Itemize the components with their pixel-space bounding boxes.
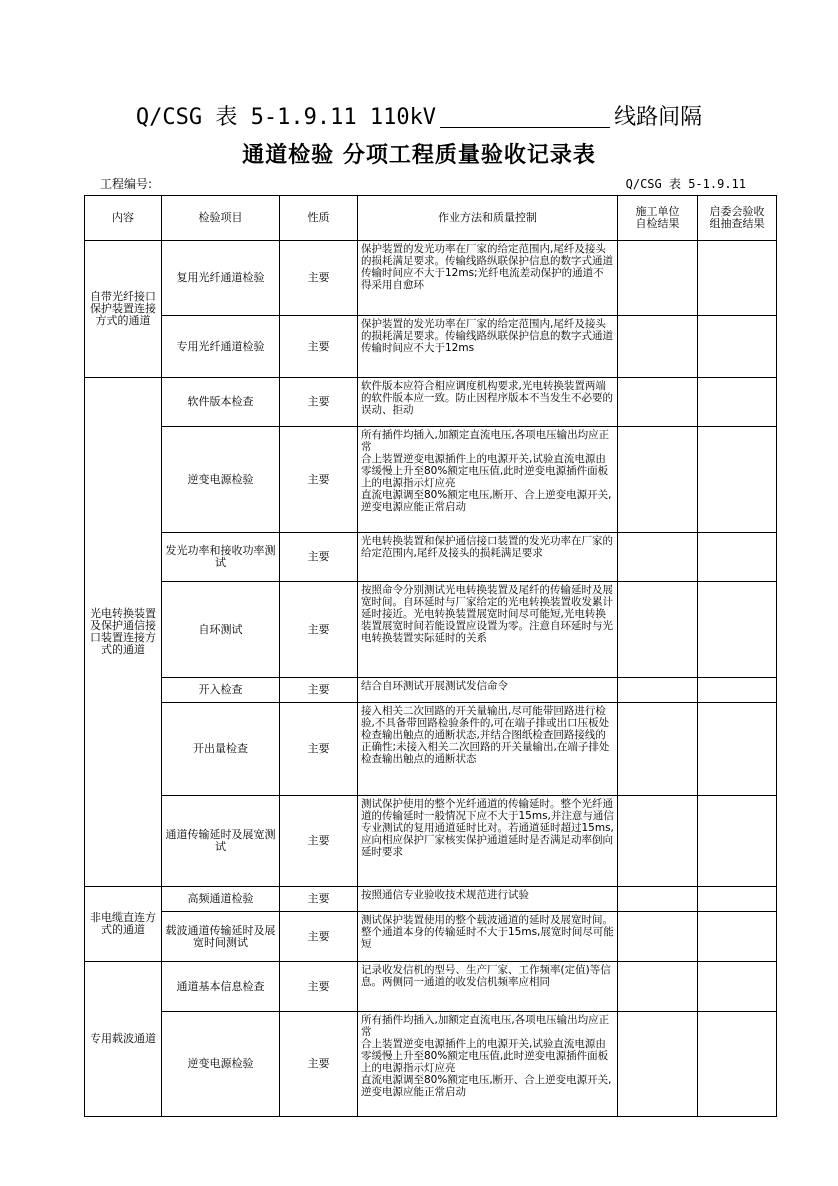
table-row: [85, 427, 777, 533]
item-nature: 主要: [280, 678, 358, 703]
item-nature: 主要: [280, 427, 358, 533]
item-nature: 主要: [280, 887, 358, 912]
form-subtitle: 通道检验 分项工程质量验收记录表: [242, 143, 596, 168]
inspection-table: [84, 195, 777, 1117]
method-text: 接入相关二次回路的开关量输出,尽可能带回路进行检验,不具备带回路检验条件的,可在端子排或出口压板处检查输出触点的通断状态,并结合图纸检查回路接线的正确性;未接入相关二次回路的开关量输出,在端子排处检查输出触点的通断状态: [358, 703, 618, 796]
col-header-method: 作业方法和质量控制: [358, 196, 618, 241]
method-text: 测试保护使用的整个光纤通道的传输延时。整个光纤通道的传输延时一般情况下应不大于15ms,并注意与通信专业测试的复用通道延时比对。若通道延时超过15ms,应向相应保护厂家核实保护通道延时是否满足动率倒向延时要求: [358, 796, 618, 887]
self-check-cell[interactable]: [618, 378, 698, 427]
acceptance-cell[interactable]: [698, 678, 777, 703]
table-row: [85, 533, 777, 582]
form-title-suffix: 线路间隔: [614, 105, 703, 130]
col-header-content: 内容: [85, 196, 162, 241]
form-title: [0, 100, 838, 131]
item-nature: 主要: [280, 378, 358, 427]
method-text: 光电转换装置和保护通信接口装置的发光功率在厂家的给定范围内,尾纤及接头的损耗满足要求: [358, 533, 618, 582]
method-text: 按照命令分别测试光电转换装置及尾纤的传输延时及展宽时间。自环延时与厂家给定的光电转换装置收发累计延时接近。光电转换装置展宽时间尽可能短,光电转换装置展宽时间若能设置应设置为零。注意自环延时与光电转换装置实际延时的关系: [358, 582, 618, 678]
acceptance-cell[interactable]: [698, 582, 777, 678]
method-text: 软件版本应符合相应调度机构要求,光电转换装置两端的软件版本应一致。防止因程序版本不当发生不必要的误动、拒动: [358, 378, 618, 427]
acceptance-cell[interactable]: [698, 887, 777, 912]
acceptance-cell[interactable]: [698, 378, 777, 427]
table-row: [85, 316, 777, 378]
method-text: 记录收发信机的型号、生产厂家、工作频率(定值)等信息。两侧同一通道的收发信机频率应相同: [358, 962, 618, 1012]
form-title-prefix: Q/CSG 表 5-1.9.11 110kV: [135, 105, 437, 130]
table-row: [85, 887, 777, 912]
method-text: 所有插件均插入,加额定直流电压,各项电压输出均应正常 合上装置逆变电源插件上的电源开关,试验直流电源由零缓慢上升至80%额定电压值,此时逆变电源插件面板上的电源指示灯应亮 直流电源调至80%额定电压,断开、合上逆变电源开关,逆变电源应能正常启动: [358, 427, 618, 533]
self-check-cell[interactable]: [618, 678, 698, 703]
self-check-cell[interactable]: [618, 796, 698, 887]
method-text: 所有插件均插入,加额定直流电压,各项电压输出均应正常 合上装置逆变电源插件上的电源开关,试验直流电源由零缓慢上升至80%额定电压值,此时逆变电源插件面板上的电源指示灯应亮 直流电源调至80%额定电压,断开、合上逆变电源开关,逆变电源应能正常启动: [358, 1012, 618, 1117]
acceptance-cell[interactable]: [698, 427, 777, 533]
group-content: 非电缆直连方式的通道: [85, 887, 162, 962]
table-row: [85, 912, 777, 962]
method-text: 保护装置的发光功率在厂家的给定范围内,尾纤及接头的损耗满足要求。传输线路纵联保护信息的数字式通道传输时间应不大于12ms;光纤电流差动保护的通道不得采用自愈环: [358, 241, 618, 316]
acceptance-cell[interactable]: [698, 962, 777, 1012]
col-header-item: 检验项目: [162, 196, 280, 241]
table-row: [85, 678, 777, 703]
table-header-row: [85, 196, 777, 241]
table-row: [85, 378, 777, 427]
method-text: 保护装置的发光功率在厂家的给定范围内,尾纤及接头的损耗满足要求。传输线路纵联保护信息的数字式通道传输时间应不大于12ms: [358, 316, 618, 378]
item-nature: 主要: [280, 1012, 358, 1117]
item-nature: 主要: [280, 533, 358, 582]
inspection-item: 软件版本检查: [162, 378, 280, 427]
item-nature: 主要: [280, 912, 358, 962]
table-row: [85, 962, 777, 1012]
group-content: 光电转换装置及保护通信接口装置连接方式的通道: [85, 378, 162, 887]
inspection-item: 高频通道检验: [162, 887, 280, 912]
self-check-cell[interactable]: [618, 887, 698, 912]
inspection-item: 开出量检查: [162, 703, 280, 796]
inspection-item: 自环测试: [162, 582, 280, 678]
inspection-item: 载波通道传输延时及展宽时间测试: [162, 912, 280, 962]
self-check-cell[interactable]: [618, 1012, 698, 1117]
self-check-cell[interactable]: [618, 241, 698, 316]
acceptance-cell[interactable]: [698, 316, 777, 378]
item-nature: 主要: [280, 241, 358, 316]
inspection-item: 开入检查: [162, 678, 280, 703]
method-text: 按照通信专业验收技术规范进行试验: [358, 887, 618, 912]
self-check-cell[interactable]: [618, 533, 698, 582]
self-check-cell[interactable]: [618, 316, 698, 378]
group-content: 专用载波通道: [85, 962, 162, 1117]
table-row: [85, 703, 777, 796]
acceptance-cell[interactable]: [698, 533, 777, 582]
inspection-item: 发光功率和接收功率测试: [162, 533, 280, 582]
inspection-item: 专用光纤通道检验: [162, 316, 280, 378]
acceptance-cell[interactable]: [698, 796, 777, 887]
inspection-item: 逆变电源检验: [162, 427, 280, 533]
acceptance-cell[interactable]: [698, 912, 777, 962]
group-content: 自带光纤接口保护装置连接方式的通道: [85, 241, 162, 378]
self-check-cell[interactable]: [618, 427, 698, 533]
acceptance-cell[interactable]: [698, 241, 777, 316]
table-row: [85, 241, 777, 316]
self-check-cell[interactable]: [618, 912, 698, 962]
acceptance-cell[interactable]: [698, 703, 777, 796]
inspection-item: 逆变电源检验: [162, 1012, 280, 1117]
self-check-cell[interactable]: [618, 962, 698, 1012]
acceptance-cell[interactable]: [698, 1012, 777, 1117]
inspection-item: 通道基本信息检查: [162, 962, 280, 1012]
table-row: [85, 582, 777, 678]
doc-code: Q/CSG 表 5-1.9.11: [625, 177, 746, 191]
item-nature: 主要: [280, 962, 358, 1012]
item-nature: 主要: [280, 582, 358, 678]
table-row: [85, 796, 777, 887]
item-nature: 主要: [280, 703, 358, 796]
item-nature: 主要: [280, 796, 358, 887]
project-no-label: 工程编号:: [100, 177, 153, 191]
self-check-cell[interactable]: [618, 703, 698, 796]
inspection-item: 复用光纤通道检验: [162, 241, 280, 316]
item-nature: 主要: [280, 316, 358, 378]
table-row: [85, 1012, 777, 1117]
col-header-acceptance: 启委会验收 组抽查结果: [698, 196, 777, 241]
method-text: 结合自环测试开展测试发信命令: [358, 678, 618, 703]
col-header-self-check: 施工单位 自检结果: [618, 196, 698, 241]
self-check-cell[interactable]: [618, 582, 698, 678]
col-header-nature: 性质: [280, 196, 358, 241]
method-text: 测试保护装置使用的整个载波通道的延时及展宽时间。整个通道本身的传输延时不大于15ms,展宽时间尽可能短: [358, 912, 618, 962]
inspection-item: 通道传输延时及展宽测试: [162, 796, 280, 887]
project-name-blank[interactable]: [440, 105, 610, 128]
